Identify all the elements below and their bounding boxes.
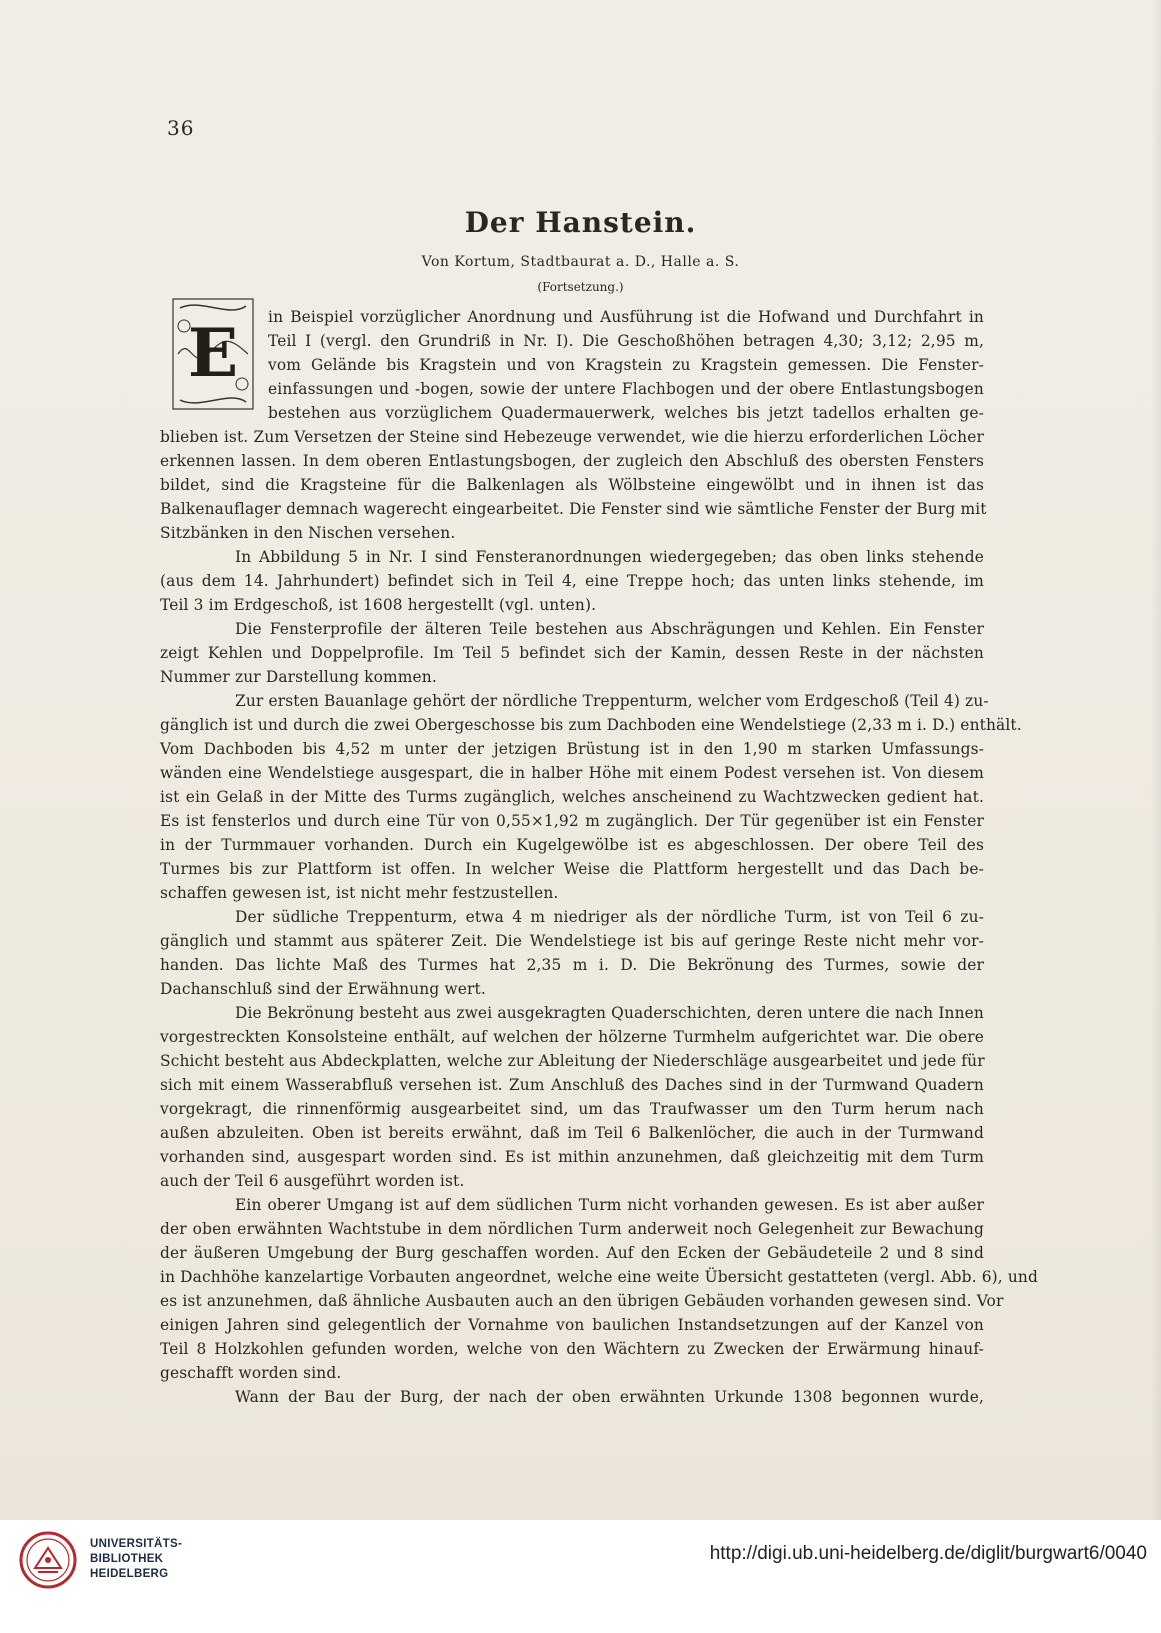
text-line: gänglich ist und durch die zwei Obergeschosse bis zum Dachboden eine Wendelstiege (2,33 m i. D.) enthält. (160, 716, 1022, 734)
text-line: wänden eine Wendelstiege ausgespart, die in halber Höhe mit einem Podest versehen ist. Von diesem (160, 764, 984, 782)
text-line: Balkenauflager demnach wagerecht eingearbeitet. Die Fenster sind wie sämtliche Fenster der Burg mit (160, 500, 987, 518)
continuation-note: (Fortsetzung.) (537, 280, 624, 294)
text-line: Teil I (vergl. den Grundriß in Nr. I). Die Geschoßhöhen betragen 4,30; 3,12; 2,95 m, (268, 332, 984, 350)
text-line: zeigt Kehlen und Doppelprofile. Im Teil 5 befindet sich der Kamin, dessen Reste in der nächsten (160, 644, 984, 662)
text-line: Es ist fensterlos und durch eine Tür von 0,55×1,92 m zugänglich. Der Tür gegenüber ist ein Fenster (160, 812, 984, 830)
author-byline: Von Kortum, Stadtbaurat a. D., Halle a. S. (421, 254, 740, 270)
ornamental-initial (170, 296, 256, 412)
library-name-line: BIBLIOTHEK (90, 1553, 164, 1565)
text-line: es ist anzunehmen, daß ähnliche Ausbauten auch an den übrigen Gebäuden vorhanden gewesen sind. Vor (160, 1292, 1004, 1310)
text-line: Schicht besteht aus Abdeckplatten, welche zur Ableitung der Niederschläge ausgearbeitet und jede für (160, 1052, 985, 1070)
page-number: 36 (167, 116, 195, 140)
text-line: vorhanden sind, ausgespart worden sind. Es ist mithin anzunehmen, daß gleichzeitig mit dem Turm (160, 1148, 984, 1166)
text-line: Teil 3 im Erdgeschoß, ist 1608 hergestellt (vgl. unten). (160, 596, 597, 614)
text-line: einfassungen und -bogen, sowie der untere Flachbogen und der obere Entlastungsbogen (268, 380, 984, 398)
library-name-line: HEIDELBERG (90, 1568, 169, 1580)
text-line: der oben erwähnten Wachtstube in dem nördlichen Turm anderweit noch Gelegenheit zur Bewachung (160, 1220, 984, 1238)
text-line: ist ein Gelaß in der Mitte des Turms zugänglich, welches anscheinend zu Wachtzwecken gedient hat. (160, 788, 984, 806)
text-line: Nummer zur Darstellung kommen. (160, 668, 437, 686)
text-line: auch der Teil 6 ausgeführt worden ist. (160, 1172, 465, 1190)
text-line: Turmes bis zur Plattform ist offen. In welcher Weise die Plattform hergestellt und das Dach be- (160, 860, 984, 878)
text-line: einigen Jahren sind gelegentlich der Vornahme von baulichen Instandsetzungen auf der Kanzel von (160, 1316, 984, 1334)
text-line: bestehen aus vorzüglichem Quadermauerwerk, welches bis jetzt tadellos erhalten ge- (268, 404, 984, 422)
text-line: bildet, sind die Kragsteine für die Balkenlagen als Wölbsteine eingewölbt und in ihnen ist das (160, 476, 984, 494)
text-line: Der südliche Treppenturm, etwa 4 m niedriger als der nördliche Turm, ist von Teil 6 zu- (235, 908, 984, 926)
text-line: geschafft worden sind. (160, 1364, 342, 1382)
text-line: blieben ist. Zum Versetzen der Steine sind Hebezeuge verwendet, wie die hierzu erforderlichen Löcher (160, 428, 984, 446)
text-line: Sitzbänken in den Nischen versehen. (160, 524, 456, 542)
text-line: (aus dem 14. Jahrhundert) befindet sich in Teil 4, eine Treppe hoch; das unten links stehende, im (160, 572, 984, 590)
text-line: Die Fensterprofile der älteren Teile bestehen aus Abschrägungen und Kehlen. Ein Fenster (235, 620, 984, 638)
text-line: schaffen gewesen ist, ist nicht mehr festzustellen. (160, 884, 559, 902)
dropcap-letter: E (187, 314, 239, 392)
text-line: handen. Das lichte Maß des Turmes hat 2,35 m i. D. Die Bekrönung des Turmes, sowie der (160, 956, 984, 974)
text-line: Vom Dachboden bis 4,52 m unter der jetzigen Brüstung ist in den 1,90 m starken Umfassungs- (160, 740, 984, 758)
library-name (90, 1537, 182, 1582)
source-url-link[interactable]: http://digi.ub.uni-heidelberg.de/diglit/burgwart6/0040 (709, 1543, 1147, 1564)
text-line: vorgestreckten Konsolsteine enthält, auf welchen der hölzerne Turmhelm aufgerichtet war. Die obere (160, 1028, 984, 1046)
text-line: Dachanschluß sind der Erwähnung wert. (160, 980, 486, 998)
text-line: gänglich und stammt aus späterer Zeit. Die Wendelstiege ist bis auf geringe Reste nicht mehr vor- (160, 932, 984, 950)
text-line: erkennen lassen. In dem oberen Entlastungsbogen, der zugleich den Abschluß des obersten Fensters (160, 452, 984, 470)
text-line: vom Gelände bis Kragstein und von Kragstein zu Kragstein gemessen. Die Fenster- (268, 356, 984, 374)
text-line: In Abbildung 5 in Nr. I sind Fensteranordnungen wiedergegeben; das oben links stehende (235, 548, 984, 566)
article-title: Der Hanstein. (464, 206, 697, 239)
text-line: in Dachhöhe kanzelartige Vorbauten angeordnet, welche eine weite Übersicht gestatteten (vergl. Abb. 6), und (160, 1268, 1038, 1286)
text-line: Wann der Bau der Burg, der nach der oben erwähnten Urkunde 1308 begonnen wurde, (235, 1388, 984, 1406)
text-line: Zur ersten Bauanlage gehört der nördliche Treppenturm, welcher vom Erdgeschoß (Teil 4) zu- (235, 692, 989, 710)
text-line: in Beispiel vorzüglicher Anordnung und Ausführung ist die Hofwand und Durchfahrt in (268, 308, 984, 326)
text-line: in der Turmmauer vorhanden. Durch ein Kugelgewölbe ist es abgeschlossen. Der obere Teil des (160, 836, 984, 854)
text-line: der äußeren Umgebung der Burg geschaffen worden. Auf den Ecken der Gebäudeteile 2 und 8 sind (160, 1244, 984, 1262)
text-line: außen abzuleiten. Oben ist bereits erwähnt, daß im Teil 6 Balkenlöcher, die auch in der Turmwand (160, 1124, 984, 1142)
library-name-line: UNIVERSITÄTS- (90, 1538, 183, 1550)
text-line: sich mit einem Wasserabfluß versehen ist. Zum Anschluß des Daches sind in der Turmwand Quadern (160, 1076, 984, 1094)
text-line: Teil 8 Holzkohlen gefunden worden, welche von den Wächtern zu Zwecken der Erwärmung hinauf- (160, 1340, 984, 1358)
text-line: Ein oberer Umgang ist auf dem südlichen Turm nicht vorhanden gewesen. Es ist aber außer (235, 1196, 984, 1214)
text-line: Die Bekrönung besteht aus zwei ausgekragten Quaderschichten, deren untere die nach Innen (235, 1004, 984, 1022)
university-library-logo-icon (18, 1530, 78, 1590)
text-line: vorgekragt, die rinnenförmig ausgearbeitet sind, um das Traufwasser um den Turm herum nach (160, 1100, 984, 1118)
